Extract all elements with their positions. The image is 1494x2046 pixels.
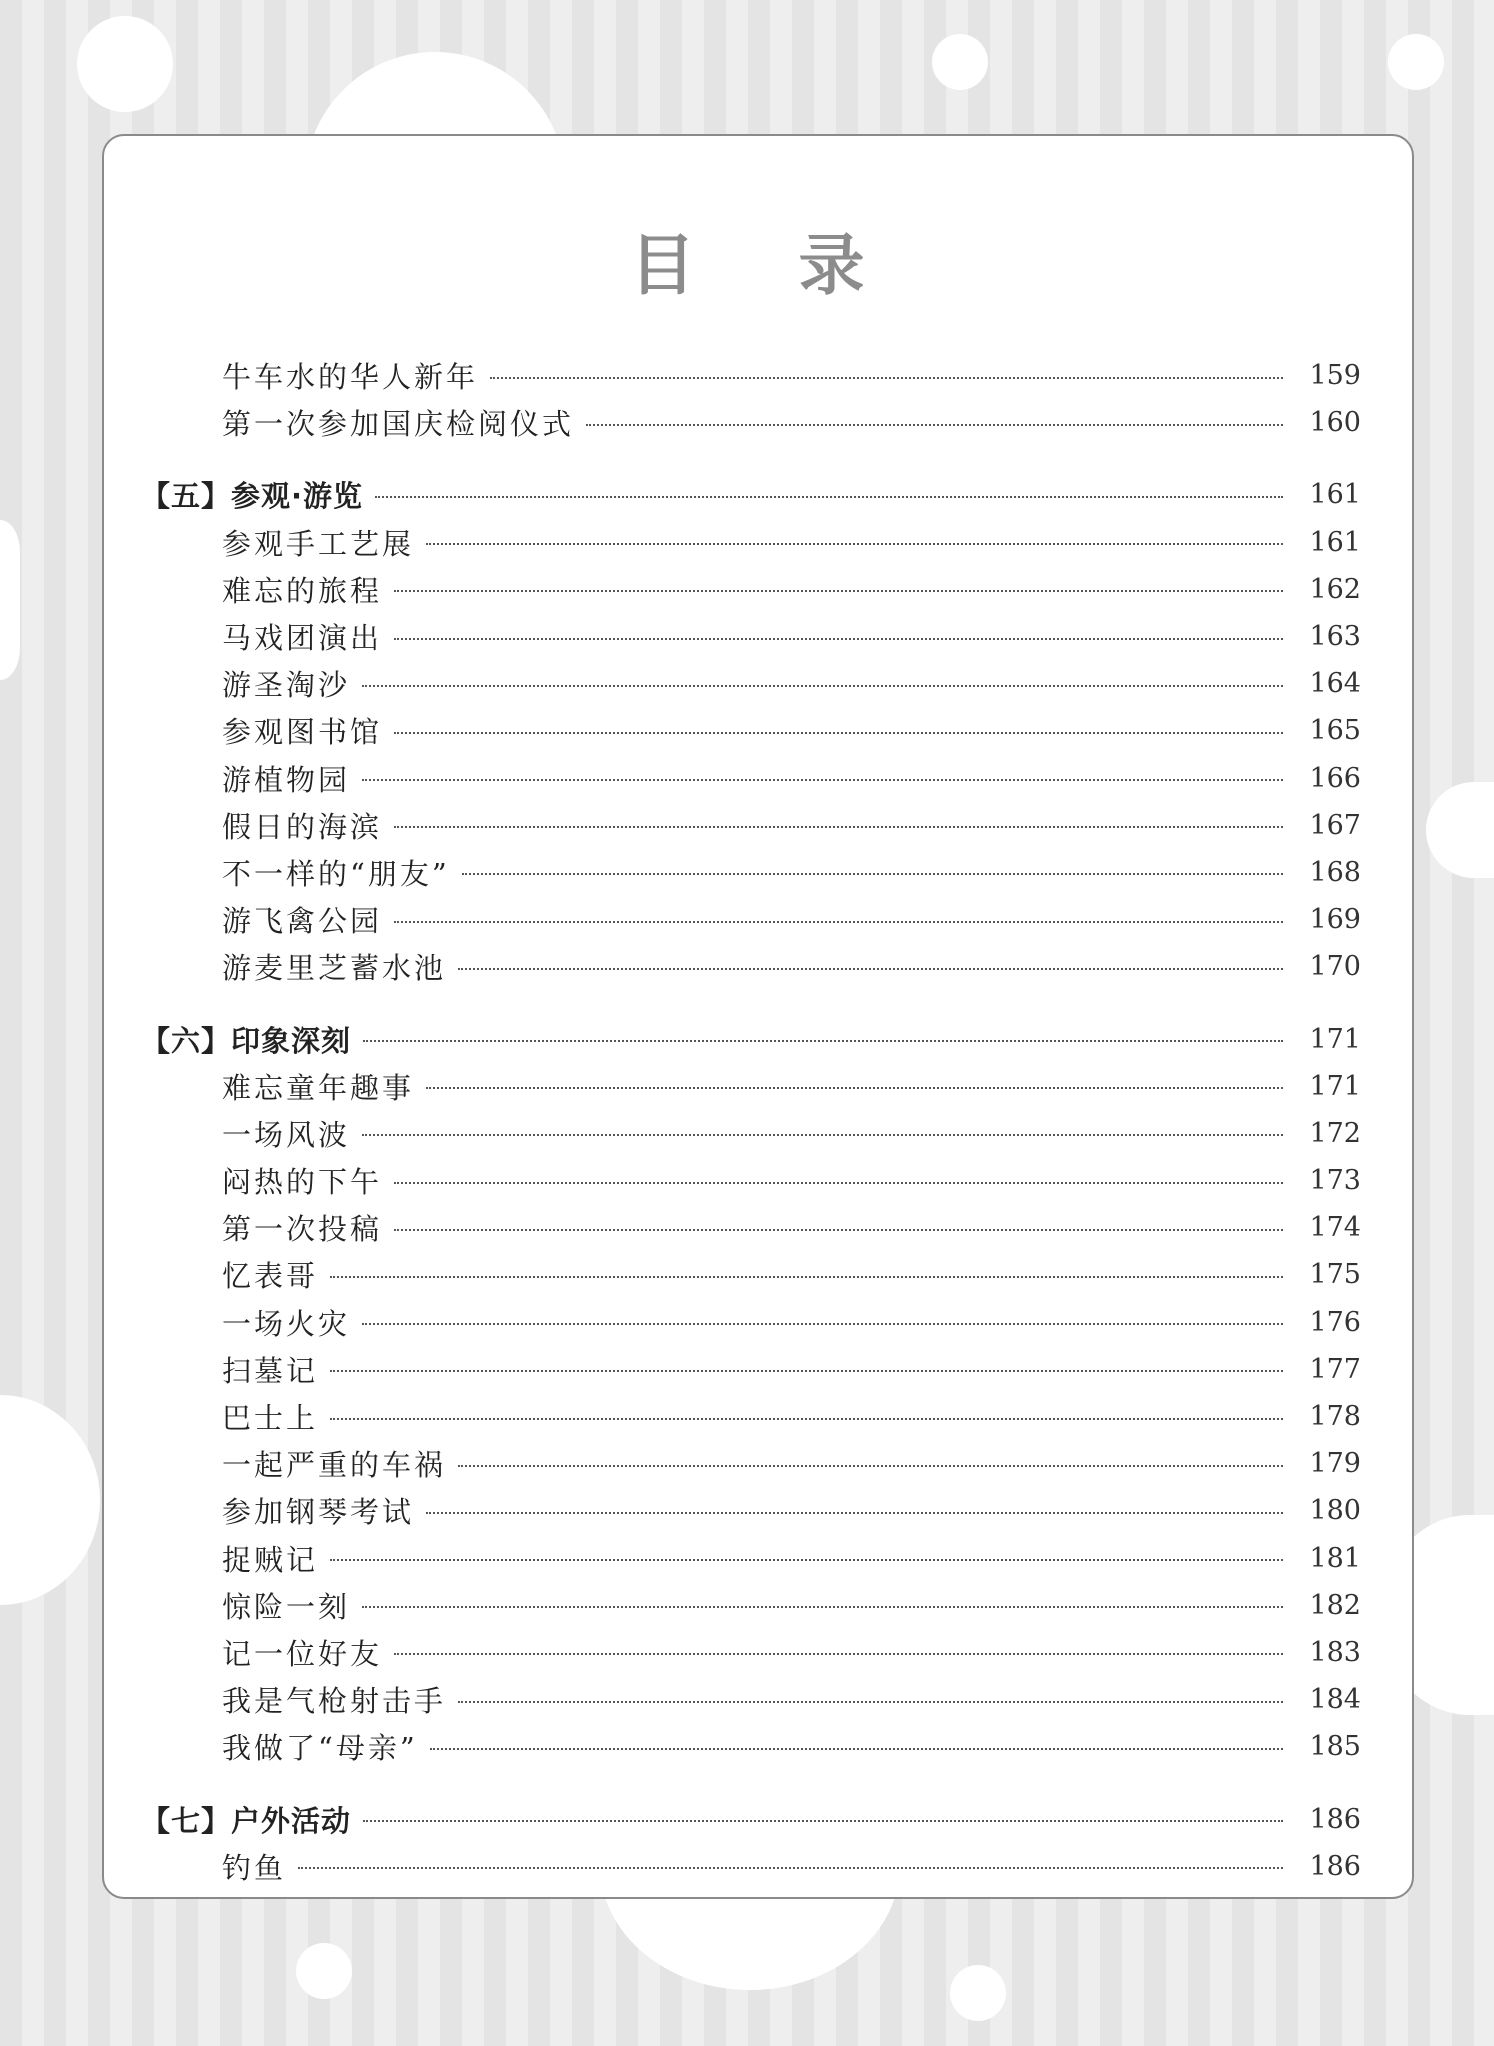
- toc-entry-title: 牛车水的华人新年: [222, 360, 479, 395]
- toc-page-number: 186: [1309, 1850, 1361, 1882]
- toc-page-number: 162: [1309, 573, 1361, 605]
- dot-leader: [430, 1748, 1283, 1750]
- toc-entry[interactable]: [0, 1843, 1494, 1890]
- table-of-contents: [0, 352, 1494, 1890]
- toc-page-number: 182: [1309, 1589, 1361, 1621]
- dot-leader: [394, 1229, 1283, 1231]
- toc-page-number: 171: [1309, 1070, 1361, 1102]
- dot-leader: [375, 496, 1283, 498]
- toc-page-number: 169: [1309, 904, 1361, 936]
- dot-leader: [362, 685, 1283, 687]
- dot-leader: [298, 1867, 1283, 1869]
- toc-entry-title: 一起严重的车祸: [222, 1448, 447, 1483]
- toc-page-number: 178: [1309, 1401, 1361, 1433]
- toc-page-number: 181: [1309, 1542, 1361, 1574]
- toc-section[interactable]: [0, 471, 1494, 518]
- dot-leader: [458, 1465, 1283, 1467]
- dot-leader: [362, 779, 1283, 781]
- dot-leader: [362, 1134, 1283, 1136]
- toc-entry-title: 巴士上: [222, 1401, 319, 1436]
- toc-entry-title: 【五】参观·游览: [141, 479, 364, 514]
- toc-page-number: 163: [1309, 621, 1361, 653]
- toc-page-number: 185: [1309, 1731, 1361, 1763]
- dot-leader: [394, 1653, 1283, 1655]
- toc-page-number: 179: [1309, 1448, 1361, 1480]
- toc-page-number: 183: [1309, 1636, 1361, 1668]
- toc-entry[interactable]: [0, 1487, 1494, 1534]
- toc-entry-title: 我是气枪射击手: [222, 1684, 447, 1719]
- dot-leader: [426, 1512, 1283, 1514]
- toc-entry[interactable]: [0, 755, 1494, 802]
- toc-entry-title: 扫墓记: [222, 1353, 319, 1388]
- toc-entry-title: 假日的海滨: [222, 809, 383, 844]
- toc-entry-title: 【六】印象深刻: [141, 1023, 352, 1058]
- toc-entry-title: 参加钢琴考试: [222, 1495, 415, 1530]
- toc-entry[interactable]: [0, 519, 1494, 566]
- dot-leader: [330, 1370, 1283, 1372]
- dot-leader: [363, 1820, 1283, 1822]
- dot-leader: [586, 424, 1283, 426]
- toc-entry-title: 闷热的下午: [222, 1165, 383, 1200]
- dot-leader: [490, 377, 1283, 379]
- toc-entry-title: 钓鱼: [222, 1850, 287, 1885]
- dot-leader: [458, 968, 1283, 970]
- toc-entry[interactable]: [0, 1440, 1494, 1487]
- toc-entry[interactable]: [0, 1110, 1494, 1157]
- dot-leader: [362, 1606, 1283, 1608]
- dot-leader: [362, 1323, 1283, 1325]
- toc-entry[interactable]: [0, 1204, 1494, 1251]
- dot-leader: [330, 1276, 1283, 1278]
- toc-entry[interactable]: [0, 613, 1494, 660]
- toc-page-number: 161: [1309, 526, 1361, 558]
- toc-entry-title: 难忘童年趣事: [222, 1070, 415, 1105]
- toc-entry-title: 【七】户外活动: [141, 1803, 352, 1838]
- toc-entry-title: 游麦里芝蓄水池: [222, 951, 447, 986]
- page-title: 目 录: [629, 227, 905, 304]
- toc-page-number: 160: [1309, 407, 1361, 439]
- toc-section[interactable]: [0, 1795, 1494, 1842]
- toc-entry[interactable]: [0, 1393, 1494, 1440]
- toc-entry[interactable]: [0, 399, 1494, 446]
- toc-page-number: 175: [1309, 1259, 1361, 1291]
- toc-page-number: 168: [1309, 856, 1361, 888]
- toc-entry[interactable]: [0, 1157, 1494, 1204]
- toc-entry-title: 一场火灾: [222, 1306, 351, 1341]
- toc-entry[interactable]: [0, 1629, 1494, 1676]
- toc-entry-title: 第一次投稿: [222, 1212, 383, 1247]
- toc-page-number: 177: [1309, 1353, 1361, 1385]
- toc-entry-title: 捉贼记: [222, 1542, 319, 1577]
- toc-page-number: 166: [1309, 762, 1361, 794]
- toc-entry-title: 一场风波: [222, 1117, 351, 1152]
- toc-entry-title: 不一样的“朋友”: [222, 856, 450, 891]
- toc-entry-title: 参观图书馆: [222, 715, 383, 750]
- dot-leader: [394, 826, 1283, 828]
- dot-leader: [394, 590, 1283, 592]
- toc-entry[interactable]: [0, 1676, 1494, 1723]
- decor-circle: [296, 1943, 352, 1999]
- toc-entry[interactable]: [0, 1723, 1494, 1770]
- toc-entry-title: 游飞禽公园: [222, 904, 383, 939]
- toc-page-number: 174: [1309, 1212, 1361, 1244]
- toc-entry[interactable]: [0, 1063, 1494, 1110]
- toc-entry[interactable]: [0, 660, 1494, 707]
- toc-entry[interactable]: [0, 1346, 1494, 1393]
- toc-entry[interactable]: [0, 896, 1494, 943]
- dot-leader: [394, 1182, 1283, 1184]
- toc-entry-title: 参观手工艺展: [222, 526, 415, 561]
- toc-entry[interactable]: [0, 849, 1494, 896]
- dot-leader: [330, 1418, 1283, 1420]
- decor-circle: [950, 1965, 1006, 2021]
- toc-entry-title: 忆表哥: [222, 1259, 319, 1294]
- dot-leader: [426, 1087, 1283, 1089]
- dot-leader: [462, 873, 1283, 875]
- toc-entry[interactable]: [0, 707, 1494, 754]
- dot-leader: [426, 543, 1283, 545]
- decor-circle: [932, 34, 988, 90]
- toc-entry[interactable]: [0, 802, 1494, 849]
- toc-entry[interactable]: [0, 943, 1494, 990]
- decor-circle: [77, 16, 173, 112]
- decor-circle: [1388, 34, 1444, 90]
- toc-entry[interactable]: [0, 1251, 1494, 1298]
- toc-page-number: 171: [1309, 1023, 1361, 1055]
- toc-entry-title: 我做了“母亲”: [222, 1731, 418, 1766]
- toc-page-number: 172: [1309, 1117, 1361, 1149]
- toc-page-number: 167: [1309, 809, 1361, 841]
- toc-entry-title: 记一位好友: [222, 1636, 383, 1671]
- toc-entry-title: 马戏团演出: [222, 621, 383, 656]
- toc-entry[interactable]: [0, 352, 1494, 399]
- dot-leader: [330, 1559, 1283, 1561]
- toc-page-number: 180: [1309, 1495, 1361, 1527]
- toc-page-number: 170: [1309, 951, 1361, 983]
- toc-page-number: 161: [1309, 479, 1361, 511]
- toc-page-number: 184: [1309, 1684, 1361, 1716]
- toc-entry[interactable]: [0, 566, 1494, 613]
- toc-page-number: 159: [1309, 360, 1361, 392]
- dot-leader: [394, 732, 1283, 734]
- toc-page-number: 173: [1309, 1165, 1361, 1197]
- toc-entry-title: 难忘的旅程: [222, 573, 383, 608]
- toc-entry-title: 第一次参加国庆检阅仪式: [222, 407, 575, 442]
- dot-leader: [394, 921, 1283, 923]
- dot-leader: [458, 1701, 1283, 1703]
- toc-page-number: 164: [1309, 668, 1361, 700]
- toc-entry[interactable]: [0, 1299, 1494, 1346]
- toc-entry-title: 游圣淘沙: [222, 668, 351, 703]
- dot-leader: [394, 638, 1283, 640]
- toc-page-number: 186: [1309, 1803, 1361, 1835]
- toc-entry[interactable]: [0, 1535, 1494, 1582]
- toc-section[interactable]: [0, 1015, 1494, 1062]
- toc-entry-title: 惊险一刻: [222, 1589, 351, 1624]
- toc-page-number: 165: [1309, 715, 1361, 747]
- toc-entry-title: 游植物园: [222, 762, 351, 797]
- dot-leader: [363, 1040, 1283, 1042]
- toc-entry[interactable]: [0, 1582, 1494, 1629]
- toc-page-number: 176: [1309, 1306, 1361, 1338]
